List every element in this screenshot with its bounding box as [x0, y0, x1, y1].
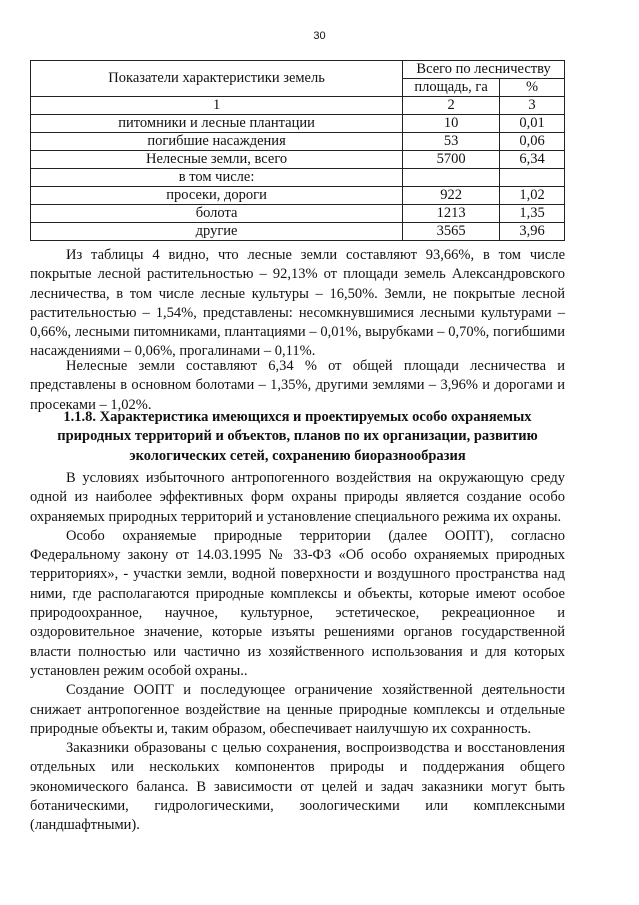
- paragraph: В условиях избыточного антропогенного воздействия на окружающую среду одной из наиболее эффективных форм охраны природы является создание особо охраняемых природных территорий и установление специального режима их охраны.: [30, 470, 565, 525]
- row-percent: 6,34: [500, 151, 565, 169]
- row-area: 922: [403, 187, 500, 205]
- row-percent: 1,35: [500, 205, 565, 223]
- row-name: Нелесные земли, всего: [31, 151, 403, 169]
- text-block-land-summary: [30, 246, 565, 362]
- row-name: просеки, дороги: [31, 187, 403, 205]
- table-row: [31, 115, 565, 133]
- row-percent: [500, 169, 565, 187]
- table-row: [31, 223, 565, 241]
- row-name: питомники и лесные плантации: [31, 115, 403, 133]
- table-numbering-row: [31, 97, 565, 115]
- header-indicators: Показатели характеристики земель: [31, 61, 403, 97]
- paragraph: Из таблицы 4 видно, что лесные земли составляют 93,66%, в том числе покрытые лесной растительностью – 92,13% от площади земель Александровского лесничества, в том числе лесные культуры – 16,50%. Земли, не покрытые лесной растительностью – 1,54%, представлены: несомкнувшимися лесными культурами – 0,66%, лесными питомниками, плантациями – 0,01%, вырубками – 0,70%, погибшими насаждениями – 0,06%, прогалинами – 0,11%.: [30, 247, 565, 360]
- page-number: 30: [313, 30, 326, 42]
- row-percent: 0,06: [500, 133, 565, 151]
- table-row: [31, 205, 565, 223]
- row-area: 1213: [403, 205, 500, 223]
- column-number: 1: [31, 97, 403, 115]
- paragraph: Создание ООПТ и последующее ограничение хозяйственной деятельности снижает антропогенное воздействие на ценные природные комплексы и отдельные природные объекты и, таким образом, обеспечивает наилучшую их сохранность.: [30, 682, 565, 737]
- text-block-nonforest: [30, 357, 565, 415]
- row-name: погибшие насаждения: [31, 133, 403, 151]
- row-area: 53: [403, 133, 500, 151]
- column-number: 3: [500, 97, 565, 115]
- row-area: 10: [403, 115, 500, 133]
- text-block-protected-areas: [30, 469, 565, 836]
- land-characteristics-table: [30, 60, 565, 241]
- paragraph: Особо охраняемые природные территории (далее ООПТ), согласно Федеральному закону от 14.03.1995 № 33-ФЗ «Об особо охраняемых природных территориях», - участки земли, водной поверхности и воздушного пространства над ними, где располагаются природные комплексы и объекты, которые имеют особое природоохранное, научное, культурное, эстетическое, рекреационное и оздоровительное значение, которые изъяты решениями органов государственной власти полностью или частично из хозяйственного использования и для которых установлен режим особой охраны..: [30, 527, 565, 679]
- table-row: [31, 151, 565, 169]
- table-header-row: [31, 61, 565, 79]
- row-name: другие: [31, 223, 403, 241]
- row-name: болота: [31, 205, 403, 223]
- paragraph: Заказники образованы с целью сохранения, воспроизводства и восстановления отдельных или нескольких компонентов природы и поддержания общего экономического баланса. В зависимости от целей и задач заказники могут быть ботаническими, гидрологическими, зоологическими или комплексными (ландшафтными).: [30, 740, 565, 834]
- table-row: [31, 169, 565, 187]
- table-row: [31, 187, 565, 205]
- row-area: 3565: [403, 223, 500, 241]
- row-name: в том числе:: [31, 169, 403, 187]
- header-total-group: Всего по лесничеству: [403, 61, 565, 79]
- column-number: 2: [403, 97, 500, 115]
- header-percent: %: [500, 79, 565, 97]
- row-area: 5700: [403, 151, 500, 169]
- row-percent: 1,02: [500, 187, 565, 205]
- paragraph: Нелесные земли составляют 6,34 % от общей площади лесничества и представлены в основном болотами – 1,35%, другими землями – 3,96% и дорогами и просеками – 1,02%.: [30, 358, 565, 413]
- table-row: [31, 133, 565, 151]
- row-area: [403, 169, 500, 187]
- row-percent: 3,96: [500, 223, 565, 241]
- row-percent: 0,01: [500, 115, 565, 133]
- section-heading: 1.1.8. Характеристика имеющихся и проектируемых особо охраняемых природных территорий и объектов, планов по их организации, развитию экологических сетей, сохранению биоразнообразия: [57, 409, 538, 464]
- header-area: площадь, га: [403, 79, 500, 97]
